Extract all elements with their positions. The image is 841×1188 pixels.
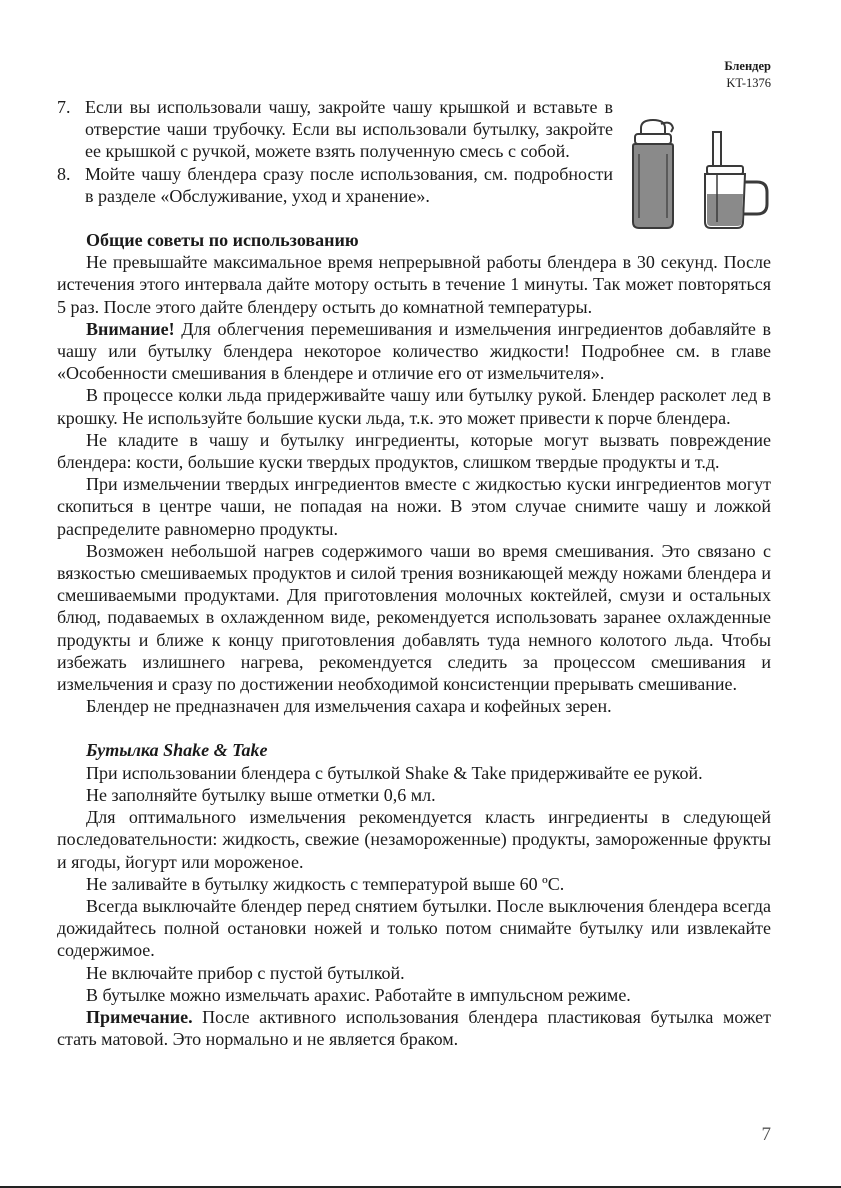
paragraph: В бутылке можно измельчать арахис. Работайте в импульсном режиме. (86, 984, 631, 1005)
page-header (724, 58, 771, 92)
step-text: Если вы использовали чашу, закройте чашу крышкой и вставьте в отверстие чаши трубочку. Если вы использовали бутылку, закройте ее крышкой с ручкой, можете взять полученную смесь с собой. (85, 97, 613, 162)
paragraph: Не заполняйте бутылку выше отметки 0,6 мл. (86, 784, 436, 805)
attention-text: Для облегчения перемешивания и измельчения ингредиентов добавляйте в чашу или бутылку блендера некоторое количество жидкости! Подробнее см. в главе «Особенности смешивания в блендере и отличие его от измельчителя». (57, 318, 771, 384)
paragraph: При измельчении твердых ингредиентов вместе с жидкостью куски ингредиентов могут скопиться в центре чаши, не попадая на ножи. В этом случае снимите чашу и ложкой распределите равномерно продукты. (57, 474, 771, 539)
paragraph: При использовании блендера с бутылкой Shake & Take придерживайте ее рукой. (86, 762, 703, 783)
note-text: После активного использования блендера пластиковая бутылка может стать матовой. Это нормально и не является браком. (57, 1006, 771, 1050)
attention-label: Внимание! (86, 318, 175, 339)
paragraph: Блендер не предназначен для измельчения сахара и кофейных зерен. (86, 696, 612, 717)
model-number: KT-1376 (726, 76, 771, 90)
attention-paragraph (57, 318, 771, 385)
numbered-steps (57, 96, 613, 207)
list-item (57, 96, 613, 163)
paragraph: Не превышайте максимальное время непрерывной работы блендера в 30 секунд. После истечения этого интервала дайте мотору остыть в течение 1 минуты. Так может повторяться 5 раз. После этого дайте блендеру остыть до комнатной температуры. (57, 252, 771, 317)
paragraph: В процессе колки льда придерживайте чашу или бутылку рукой. Блендер расколет лед в крошку. Не используйте большие куски льда, т.к. это может привести к порче блендера. (57, 385, 771, 428)
paragraph: Для оптимального измельчения рекомендуется класть ингредиенты в следующей последовательности: жидкость, свежие (незамороженные) продукты, замороженные фрукты и ягоды, йогурт или мороженое. (57, 807, 771, 872)
paragraph: Возможен небольшой нагрев содержимого чаши во время смешивания. Это связано с вязкостью смешиваемых продуктов и силой трения возникающей между ножами блендера и смешиваемыми продуктами. Для приготовления молочных коктейлей, смузи и остальных блюд, подаваемых в охлажденном виде, рекомендуется использовать заранее охлажденные продукты и ближе к концу приготовления добавлять туда немного колотого льда. Чтобы избежать излишнего нагрева, рекомендуется следить за процессом смешивания и измельчения и сразу по достижении необходимой консистенции прерывать смешивание. (57, 540, 771, 695)
section-title-general: Общие советы по использованию (86, 230, 359, 251)
paragraph: Не кладите в чашу и бутылку ингредиенты, которые могут вызвать повреждение блендера: кости, большие куски твердых продуктов, слишком твердые продукты и т.д. (57, 429, 771, 473)
paragraph: Не включайте прибор с пустой бутылкой. (86, 962, 405, 983)
step-number: 7. (57, 97, 71, 117)
list-item (57, 163, 613, 207)
note-paragraph (57, 1006, 771, 1050)
section-title-bottle: Бутылка Shake & Take (86, 740, 268, 761)
note-label: Примечание. (86, 1006, 193, 1027)
page-number: 7 (761, 1124, 771, 1145)
product-name: Блендер (724, 59, 771, 73)
page-content (57, 96, 771, 1050)
step-number: 8. (57, 163, 71, 184)
paragraph: Не заливайте в бутылку жидкость с температурой выше 60 ºС. (86, 873, 565, 894)
paragraph: Всегда выключайте блендер перед снятием бутылки. После выключения блендера всегда дожидайтесь полной остановки ножей и только потом снимайте бутылку или извлекайте содержимое. (57, 895, 771, 961)
step-text: Мойте чашу блендера сразу после использования, см. подробности в разделе «Обслуживание, уход и хранение». (85, 163, 613, 206)
